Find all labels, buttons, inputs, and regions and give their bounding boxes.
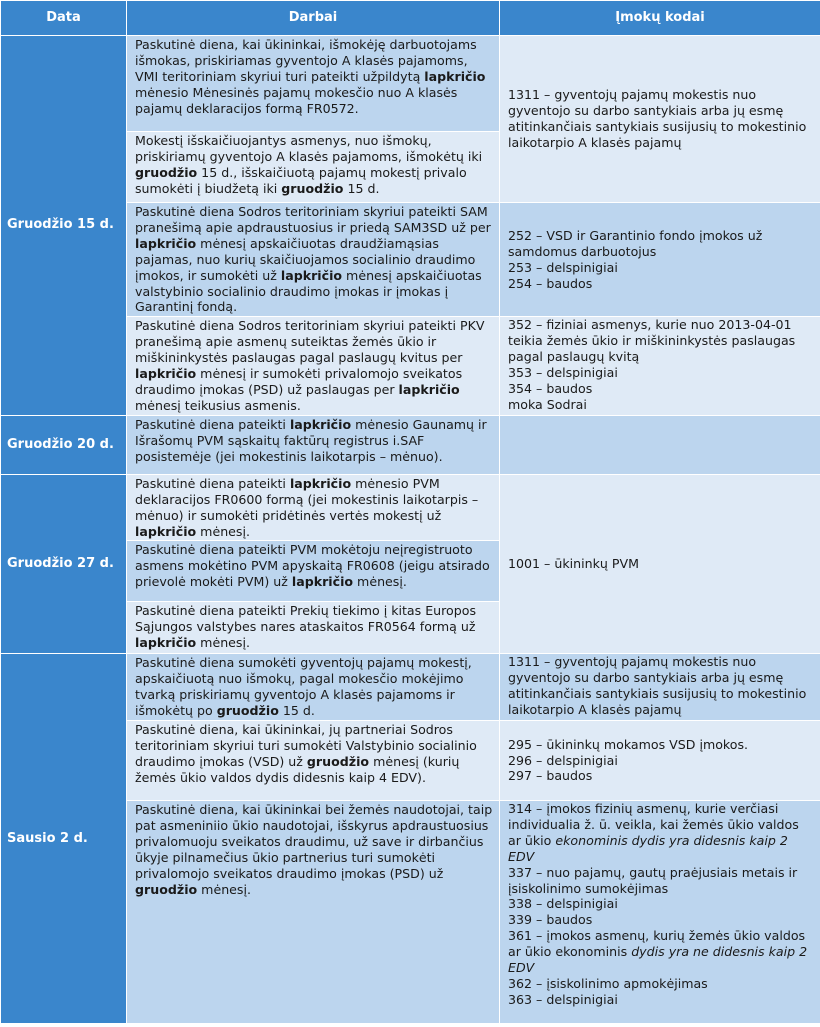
- task-cell: Paskutinė diena pateikti Prekių tiekimo į kitas Europos Sąjungos valstybes nares ataskaitos FR0564 formą už lapkričio mėnesį.: [127, 602, 500, 654]
- task-cell: Paskutinė diena pateikti PVM mokėtoju neįregistruoto asmens mokėtino PVM apyskaitą FR0608 (jeigu atsirado prievolė mokėti PVM) už lapkričio mėnesį.: [127, 541, 500, 602]
- task-cell: Paskutinė diena, kai ūkininkai, išmokėję darbuotojams išmokas, priskiriamas gyventojo A klasės pajamoms, VMI teritoriniam skyriui turi pateikti užpildytą lapkričio mėnesio Mėnesinės pajamų mokesčio nuo A klasės pajamų deklaracijos formą FR0572.: [127, 36, 500, 132]
- code-cell: 1311 – gyventojų pajamų mokestis nuo gyventojo su darbo santykiais arba jų esmę atitinkančiais santykiais susijusių to mokestinio laikotarpio A klasės pajamų: [500, 654, 820, 721]
- code-cell: 1311 – gyventojų pajamų mokestis nuo gyventojo su darbo santykiais arba jų esmę atitinkančiais santykiais susijusių to mokestinio laikotarpio A klasės pajamų: [500, 36, 820, 203]
- date-cell: Gruodžio 27 d.: [1, 474, 127, 654]
- code-cell: 1001 – ūkininkų PVM: [500, 474, 820, 654]
- code-cell: 295 – ūkininkų mokamos VSD įmokos. 296 – delspinigiai 297 – baudos: [500, 721, 820, 801]
- header-date: Data: [1, 1, 127, 36]
- date-cell: Sausio 2 d.: [1, 654, 127, 1024]
- code-cell: 352 – fiziniai asmenys, kurie nuo 2013-04-01 teikia žemės ūkio ir miškininkystės paslaugas pagal paslaugų kvitą 353 – delspinigiai 354 – baudos moka Sodrai: [500, 317, 820, 415]
- task-cell: Paskutinė diena pateikti lapkričio mėnesio PVM deklaracijos FR0600 formą (jei mokestinis laikotarpis – mėnuo) ir sumokėti pridėtinės vertės mokestį už lapkričio mėnesį.: [127, 474, 500, 541]
- date-cell: Gruodžio 15 d.: [1, 36, 127, 416]
- header-codes: Įmokų kodai: [500, 1, 820, 36]
- table-row: [1, 654, 820, 721]
- task-cell: Paskutinė diena Sodros teritoriniam skyriui pateikti SAM pranešimą apie apdraustuosius ir priedą SAM3SD už per lapkričio mėnesį apskaičiuotas draudžiamąsias pajamas, nuo kurių skaičiuojamos socialinio draudimo įmokos, ir sumokėti už lapkričio mėnesį apskaičiuotas valstybinio socialinio draudimo įmokas ir įmokas į Garantinį fondą.: [127, 203, 500, 317]
- code-cell: [500, 415, 820, 474]
- code-cell: 314 – įmokos fizinių asmenų, kurie verčiasi individualia ž. ū. veikla, kai žemės ūkio valdos ar ūkio ekonominis dydis yra didesnis kaip 2 EDV 337 – nuo pajamų, gautų praėjusiais metais ir įsiskolinimo sumokėjimas 338 – delspinigiai 339 – baudos 361 – įmokos asmenų, kurių žemės ūkio valdos ar ūkio ekonominis dydis yra ne didesnis kaip 2 EDV 362 – įsiskolinimo apmokėjimas 363 – delspinigiai: [500, 801, 820, 1024]
- header-row: [1, 1, 820, 36]
- task-cell: Mokestį išskaičiuojantys asmenys, nuo išmokų, priskiriamų gyventojo A klasės pajamoms, išmokėtų iki gruodžio 15 d., išskaičiuotą pajamų mokestį privalo sumokėti į biudžetą iki gruodžio 15 d.: [127, 132, 500, 203]
- task-cell: Paskutinė diena sumokėti gyventojų pajamų mokestį, apskaičiuotą nuo išmokų, pagal mokesčio mokėjimo tvarką priskiriamų gyventojo A klasės pajamoms ir išmokėtų po gruodžio 15 d.: [127, 654, 500, 721]
- task-cell: Paskutinė diena, kai ūkininkai bei žemės naudotojai, taip pat asmeniniio ūkio naudotojai, išskyrus apdraustuosius privalomuoju sveikatos draudimu, už save ir dirbančius ūkyje pilnamečius ūkio partnerius turi sumokėti privalomojo sveikatos draudimo įmokas (PSD) už gruodžio mėnesį.: [127, 801, 500, 1024]
- table-row: [1, 474, 820, 541]
- date-cell: Gruodžio 20 d.: [1, 415, 127, 474]
- header-tasks: Darbai: [127, 1, 500, 36]
- task-cell: Paskutinė diena, kai ūkininkai, jų partneriai Sodros teritoriniam skyriui turi sumokėti Valstybinio socialinio draudimo įmokas (VSD) už gruodžio mėnesį (kurių žemės ūkio valdos dydis didesnis kaip 4 EDV).: [127, 721, 500, 801]
- task-cell: Paskutinė diena Sodros teritoriniam skyriui pateikti PKV pranešimą apie asmenų suteiktas žemės ūkio ir miškininkystės paslaugas pagal paslaugų kvitus per lapkričio mėnesį ir sumokėti privalomojo sveikatos draudimo įmokas (PSD) už paslaugas per lapkričio mėnesį teikusius asmenis.: [127, 317, 500, 415]
- table-row: [1, 415, 820, 474]
- task-cell: Paskutinė diena pateikti lapkričio mėnesio Gaunamų ir Išrašomų PVM sąskaitų faktūrų registrus i.SAF posistemėje (jei mokestinis laikotarpis – mėnuo).: [127, 415, 500, 474]
- table-row: [1, 36, 820, 132]
- code-cell: 252 – VSD ir Garantinio fondo įmokos už samdomus darbuotojus 253 – delspinigiai 254 – baudos: [500, 203, 820, 317]
